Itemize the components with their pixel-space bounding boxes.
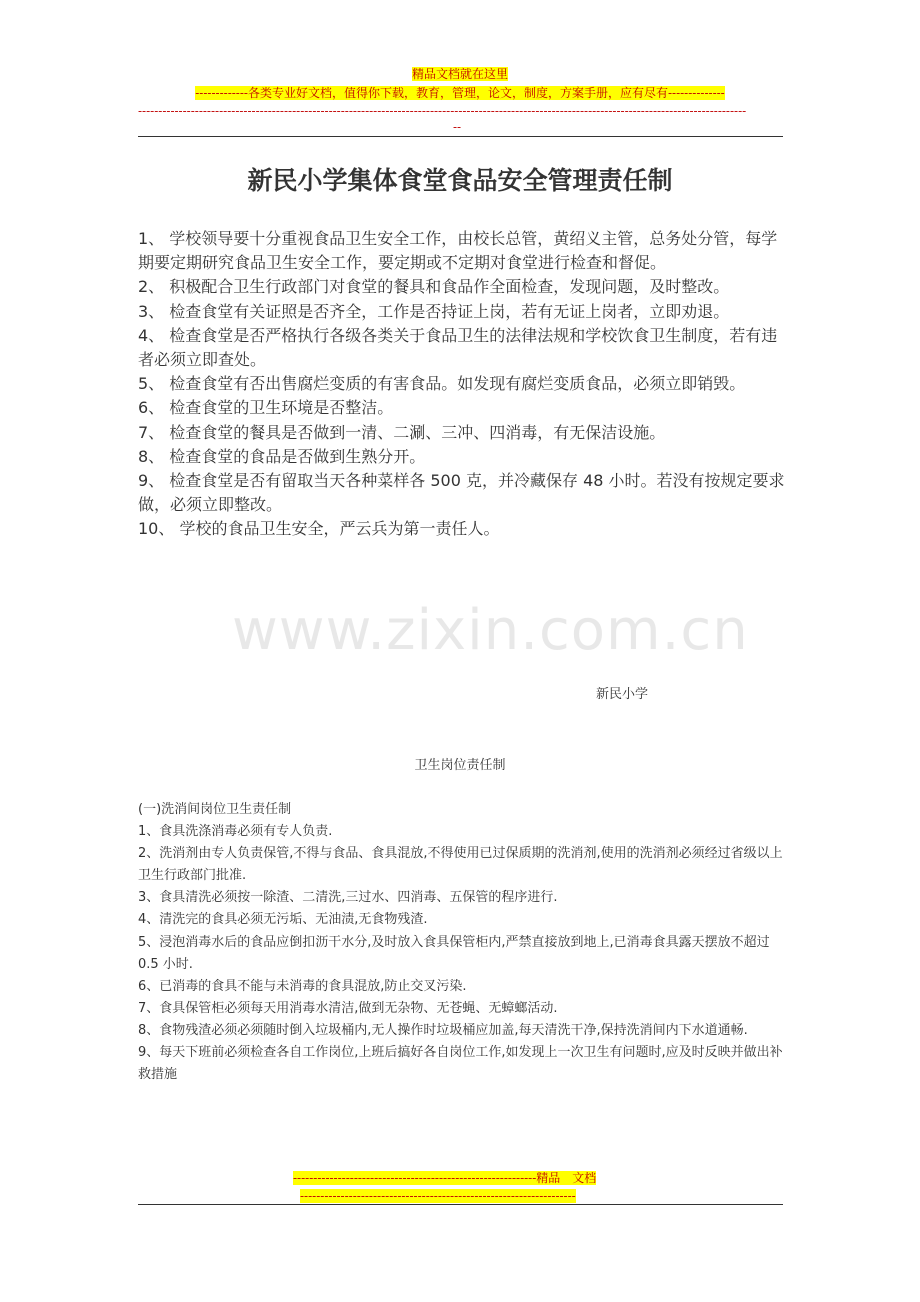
rule-item: 6、已消毒的食具不能与未消毒的食具混放,防止交叉污染. <box>138 978 467 994</box>
header-banner-title <box>0 66 920 82</box>
rule-item: 7、食具保管柜必须每天用消毒水清洁,做到无杂物、无苍蝇、无蟑螂活动. <box>138 1000 558 1016</box>
section-subtitle: 卫生岗位责任制 <box>414 758 506 773</box>
list-item: 5、 检查食堂有否出售腐烂变质的有害食品。如发现有腐烂变质食品，必须立即销毁。 <box>138 374 746 394</box>
rules-section <box>138 799 786 1086</box>
watermark: www.zixin.com.cn <box>232 598 749 663</box>
signature: 新民小学 <box>596 687 649 702</box>
responsibility-list <box>138 227 786 542</box>
section-heading: (一)洗消间岗位卫生责任制 <box>138 802 292 817</box>
list-item: 1、 学校领导要十分重视食品卫生安全工作，由校长总管，黄绍义主管，总务处分管，每学期要定期研究食品卫生安全工作，要定期或不定期对食堂进行检查和督促。 <box>138 229 778 273</box>
list-item: 6、 检查食堂的卫生环境是否整洁。 <box>138 398 394 418</box>
list-item: 4、 检查食堂是否严格执行各级各类关于食品卫生的法律法规和学校饮食卫生制度，若有违者必须立即查处。 <box>138 325 778 370</box>
list-item: 8、 检查食堂的食品是否做到生熟分开。 <box>138 446 426 466</box>
rule-item: 4、清洗完的食具必须无污垢、无油渍,无食物残渣. <box>138 912 428 928</box>
header-banner-slogan <box>0 85 920 101</box>
footer-line-1 <box>293 1170 596 1186</box>
list-item: 7、 检查食堂的餐具是否做到一清、二涮、三冲、四消毒，有无保洁设施。 <box>138 422 666 442</box>
rule-item: 8、食物残渣必须必须随时倒入垃圾桶内,无人操作时垃圾桶应加盖,每天清洗干净,保持洗消间内下水道通畅. <box>138 1022 748 1038</box>
list-item: 3、 检查食堂有关证照是否齐全，工作是否持证上岗，若有无证上岗者，立即劝退。 <box>138 301 730 321</box>
list-item: 9、 检查食堂是否有留取当天各种菜样各 500 克，并冷藏保存 48 小时。若没有按规定要求做，必须立即整改。 <box>138 471 785 515</box>
rule-item: 5、浸泡消毒水后的食品应倒扣沥干水分,及时放入食具保管柜内,严禁直接放到地上,已消毒食具露天摆放不超过 0.5 小时. <box>138 934 770 972</box>
banner-slogan-text: -------------各类专业好文档，值得你下载，教育，管理，论文，制度，方案手册，应有尽有-------------- <box>195 86 725 100</box>
rule-item: 2、洗消剂由专人负责保管,不得与食品、食具混放,不得使用已过保质期的洗消剂,使用的洗消剂必须经过省级以上卫生行政部门批准. <box>138 846 783 884</box>
document-title: 新民小学集体食堂食品安全管理责任制 <box>247 166 673 195</box>
header-dash-tail: -- <box>453 120 462 134</box>
header-dash-line: ------------------------------------------------------------------------------------------------------------------------------------------------------ <box>138 104 747 118</box>
footer-line-1-text: ------------------------------------------------------------精品 文档 <box>293 1171 597 1185</box>
header-divider <box>138 136 783 137</box>
footer-divider <box>138 1204 783 1205</box>
rule-item: 9、每天下班前必须检查各自工作岗位,上班后搞好各自岗位工作,如发现上一次卫生有问题时,应及时反映并做出补救措施 <box>138 1045 783 1083</box>
list-item: 2、 积极配合卫生行政部门对食堂的餐具和食品作全面检查，发现问题，及时整改。 <box>138 277 730 297</box>
rule-item: 3、食具清洗必须按一除渣、二清洗,三过水、四消毒、五保管的程序进行. <box>138 890 558 906</box>
footer-line-2-text: -------------------------------------------------------------------- <box>300 1189 576 1203</box>
footer-line-2 <box>300 1188 576 1204</box>
rule-item: 1、食具洗涤消毒必须有专人负责. <box>138 824 333 840</box>
banner-title-text: 精品文档就在这里 <box>411 67 508 81</box>
list-item: 10、 学校的食品卫生安全，严云兵为第一责任人。 <box>138 519 500 539</box>
